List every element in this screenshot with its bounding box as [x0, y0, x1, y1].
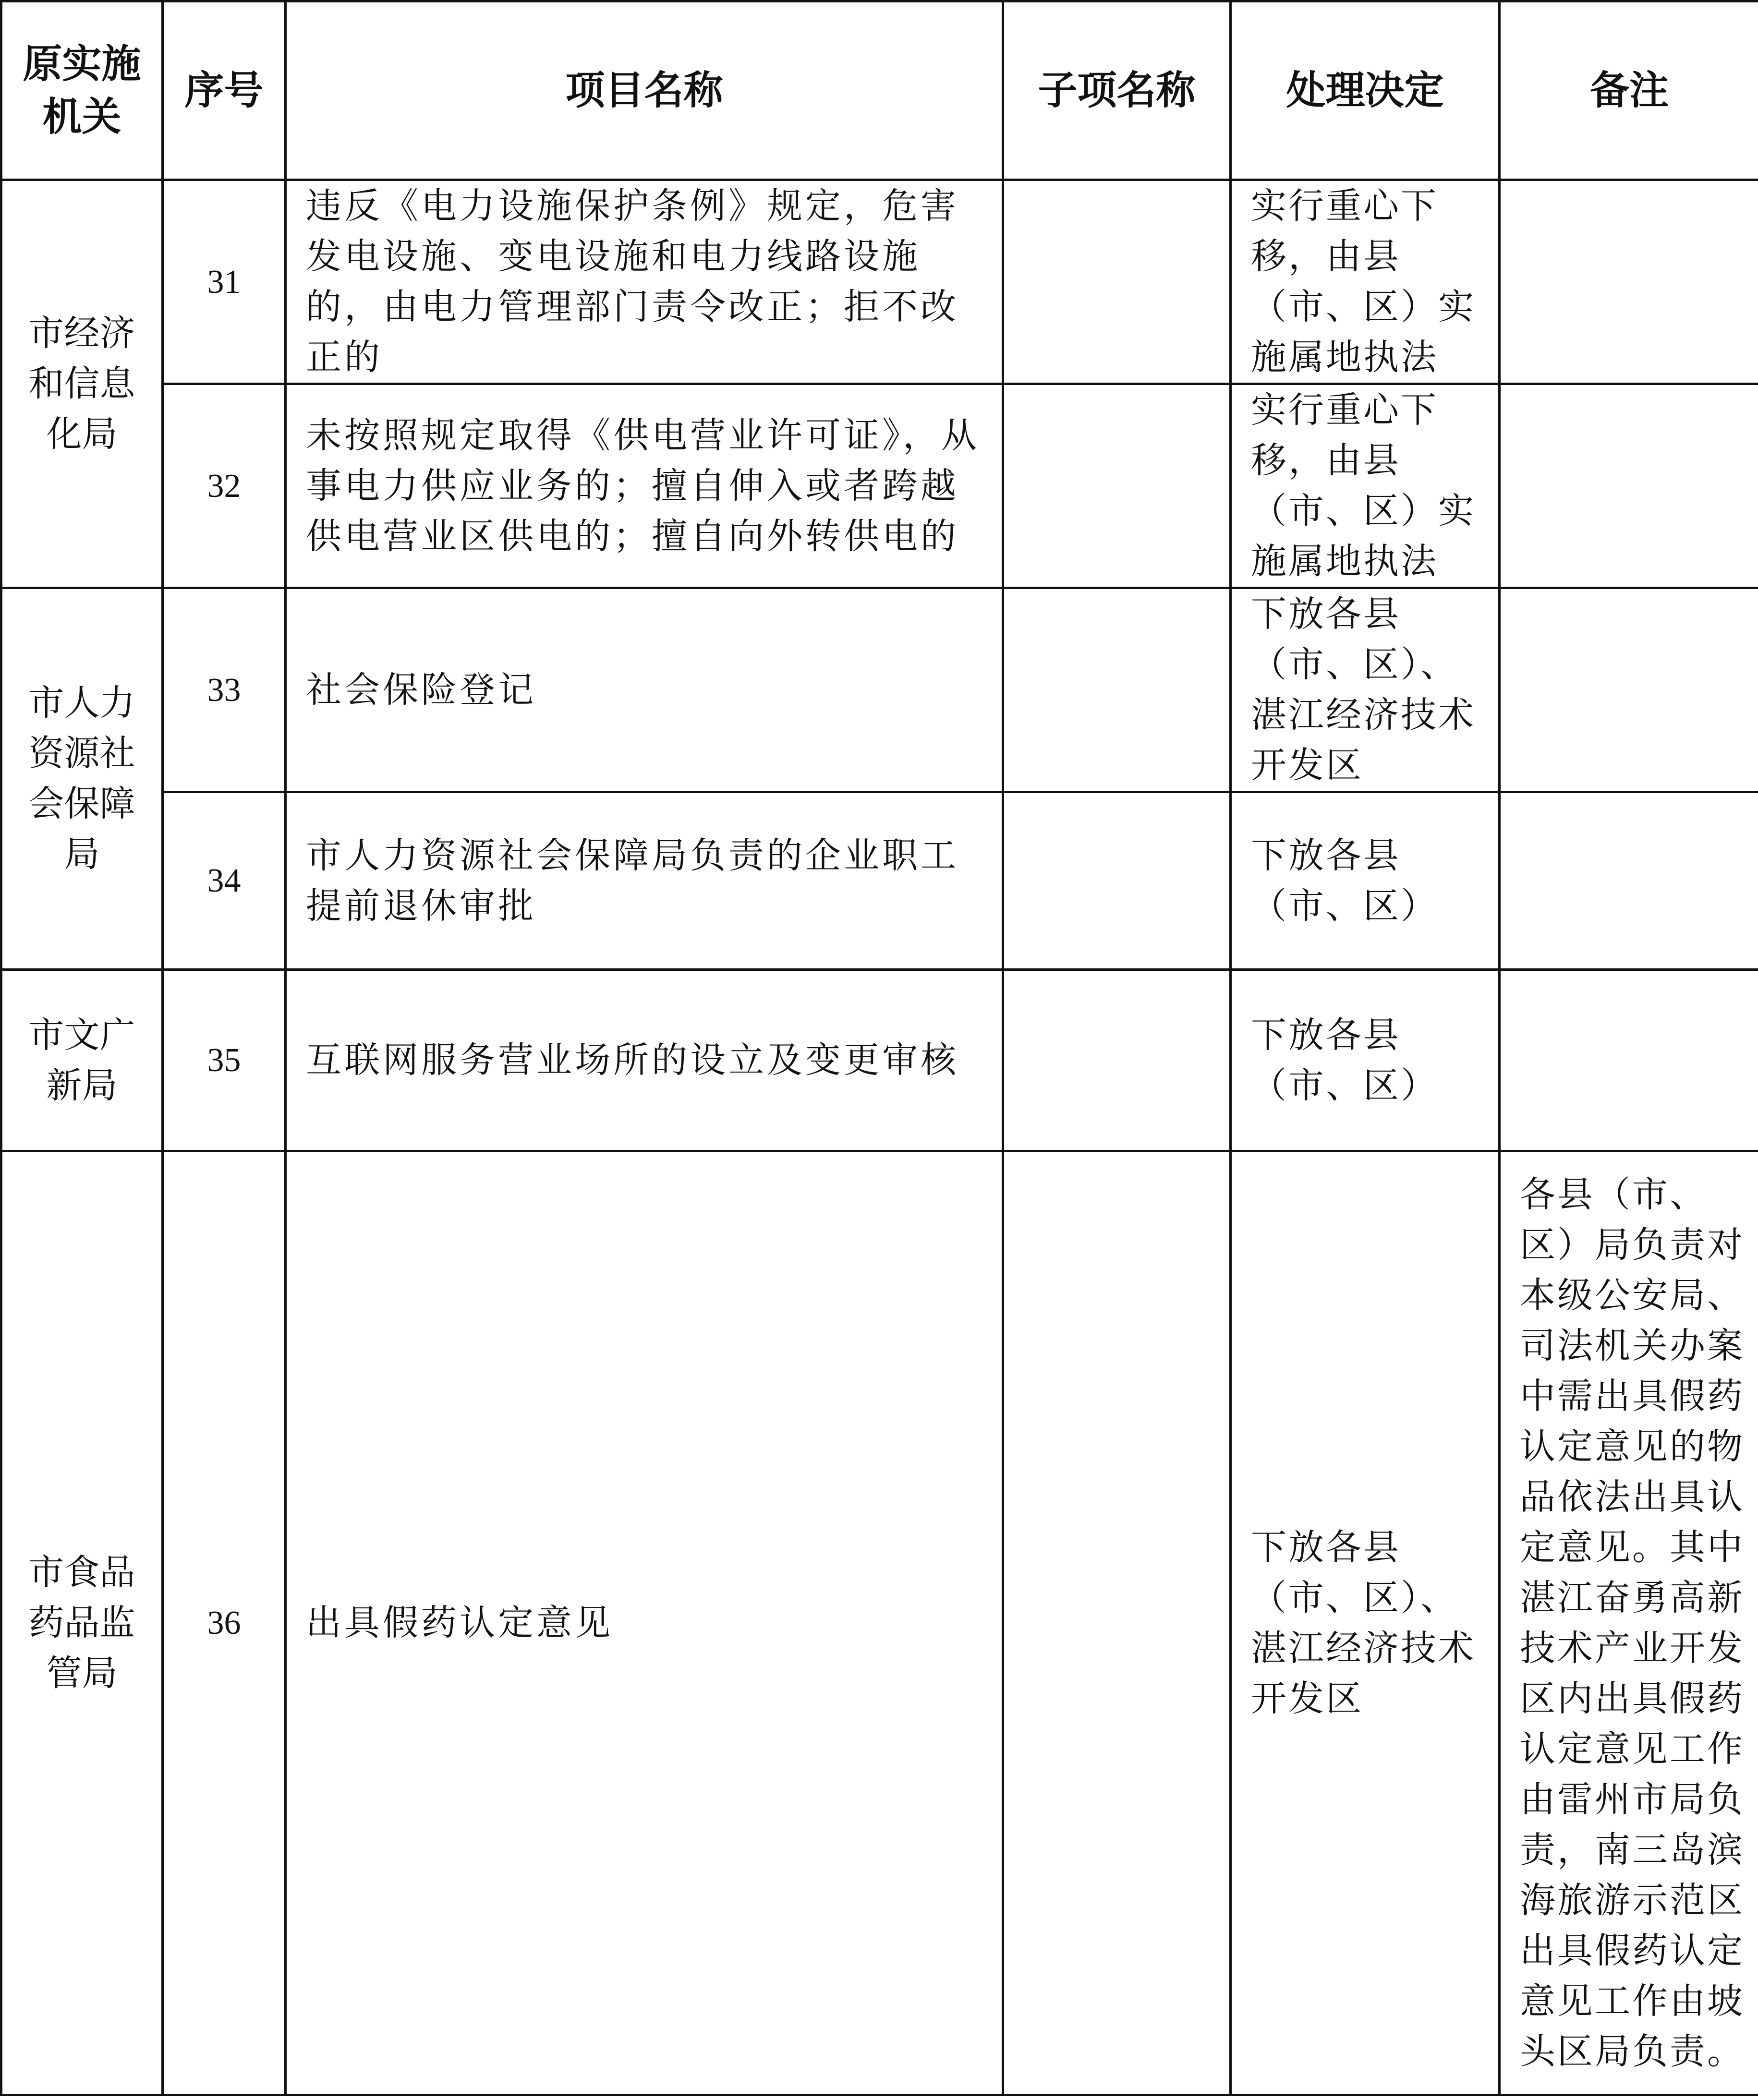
remark-cell [1500, 180, 1758, 384]
table-row [1, 180, 1758, 384]
sub-item-cell [1003, 1151, 1231, 2095]
item-name-cell: 出具假药认定意见 [286, 1151, 1003, 2095]
agency-cell: 市文广新局 [1, 970, 163, 1151]
decision-cell: 实行重心下移，由县（市、区）实施属地执法 [1231, 384, 1500, 588]
remark-cell [1500, 970, 1758, 1151]
item-name-cell: 互联网服务营业场所的设立及变更审核 [286, 970, 1003, 1151]
header-remark: 备注 [1500, 1, 1758, 180]
seq-cell: 33 [163, 588, 286, 792]
table-row [1, 588, 1758, 792]
agency-cell: 市经济和信息化局 [1, 180, 163, 588]
seq-cell: 34 [163, 792, 286, 970]
sub-item-cell [1003, 970, 1231, 1151]
sub-item-cell [1003, 384, 1231, 588]
agency-cell: 市食品药品监管局 [1, 1151, 163, 2095]
header-seq: 序号 [163, 1, 286, 180]
header-agency: 原实施机关 [1, 1, 163, 180]
header-decision: 处理决定 [1231, 1, 1500, 180]
seq-cell: 32 [163, 384, 286, 588]
item-name-cell: 市人力资源社会保障局负责的企业职工提前退休审批 [286, 792, 1003, 970]
table-header-row [1, 1, 1758, 180]
header-sub-item: 子项名称 [1003, 1, 1231, 180]
sub-item-cell [1003, 588, 1231, 792]
seq-cell: 35 [163, 970, 286, 1151]
item-name-cell: 违反《电力设施保护条例》规定，危害发电设施、变电设施和电力线路设施的，由电力管理部门责令改正；拒不改正的 [286, 180, 1003, 384]
header-item-name: 项目名称 [286, 1, 1003, 180]
table-row [1, 792, 1758, 970]
remark-cell [1500, 792, 1758, 970]
decision-cell: 下放各县（市、区） [1231, 792, 1500, 970]
decision-cell: 下放各县（市、区） [1231, 970, 1500, 1151]
remark-cell: 各县（市、区）局负责对本级公安局、司法机关办案中需出具假药认定意见的物品依法出具认定意见。其中湛江奋勇高新技术产业开发区内出具假药认定意见工作由雷州市局负责，南三岛滨海旅游示范区出具假药认定意见工作由坡头区局负责。 [1500, 1151, 1758, 2095]
sub-item-cell [1003, 180, 1231, 384]
decision-cell: 下放各县（市、区）、湛江经济技术开发区 [1231, 1151, 1500, 2095]
seq-cell: 31 [163, 180, 286, 384]
remark-cell [1500, 384, 1758, 588]
decision-cell: 实行重心下移，由县（市、区）实施属地执法 [1231, 180, 1500, 384]
agency-cell: 市人力资源社会保障局 [1, 588, 163, 970]
table-row [1, 384, 1758, 588]
item-name-cell: 未按照规定取得《供电营业许可证》，从事电力供应业务的；擅自伸入或者跨越供电营业区供电的；擅自向外转供电的 [286, 384, 1003, 588]
sub-item-cell [1003, 792, 1231, 970]
item-name-cell: 社会保险登记 [286, 588, 1003, 792]
seq-cell: 36 [163, 1151, 286, 2095]
table-row [1, 1151, 1758, 2095]
table-row [1, 970, 1758, 1151]
decision-cell: 下放各县（市、区）、湛江经济技术开发区 [1231, 588, 1500, 792]
remark-cell [1500, 588, 1758, 792]
